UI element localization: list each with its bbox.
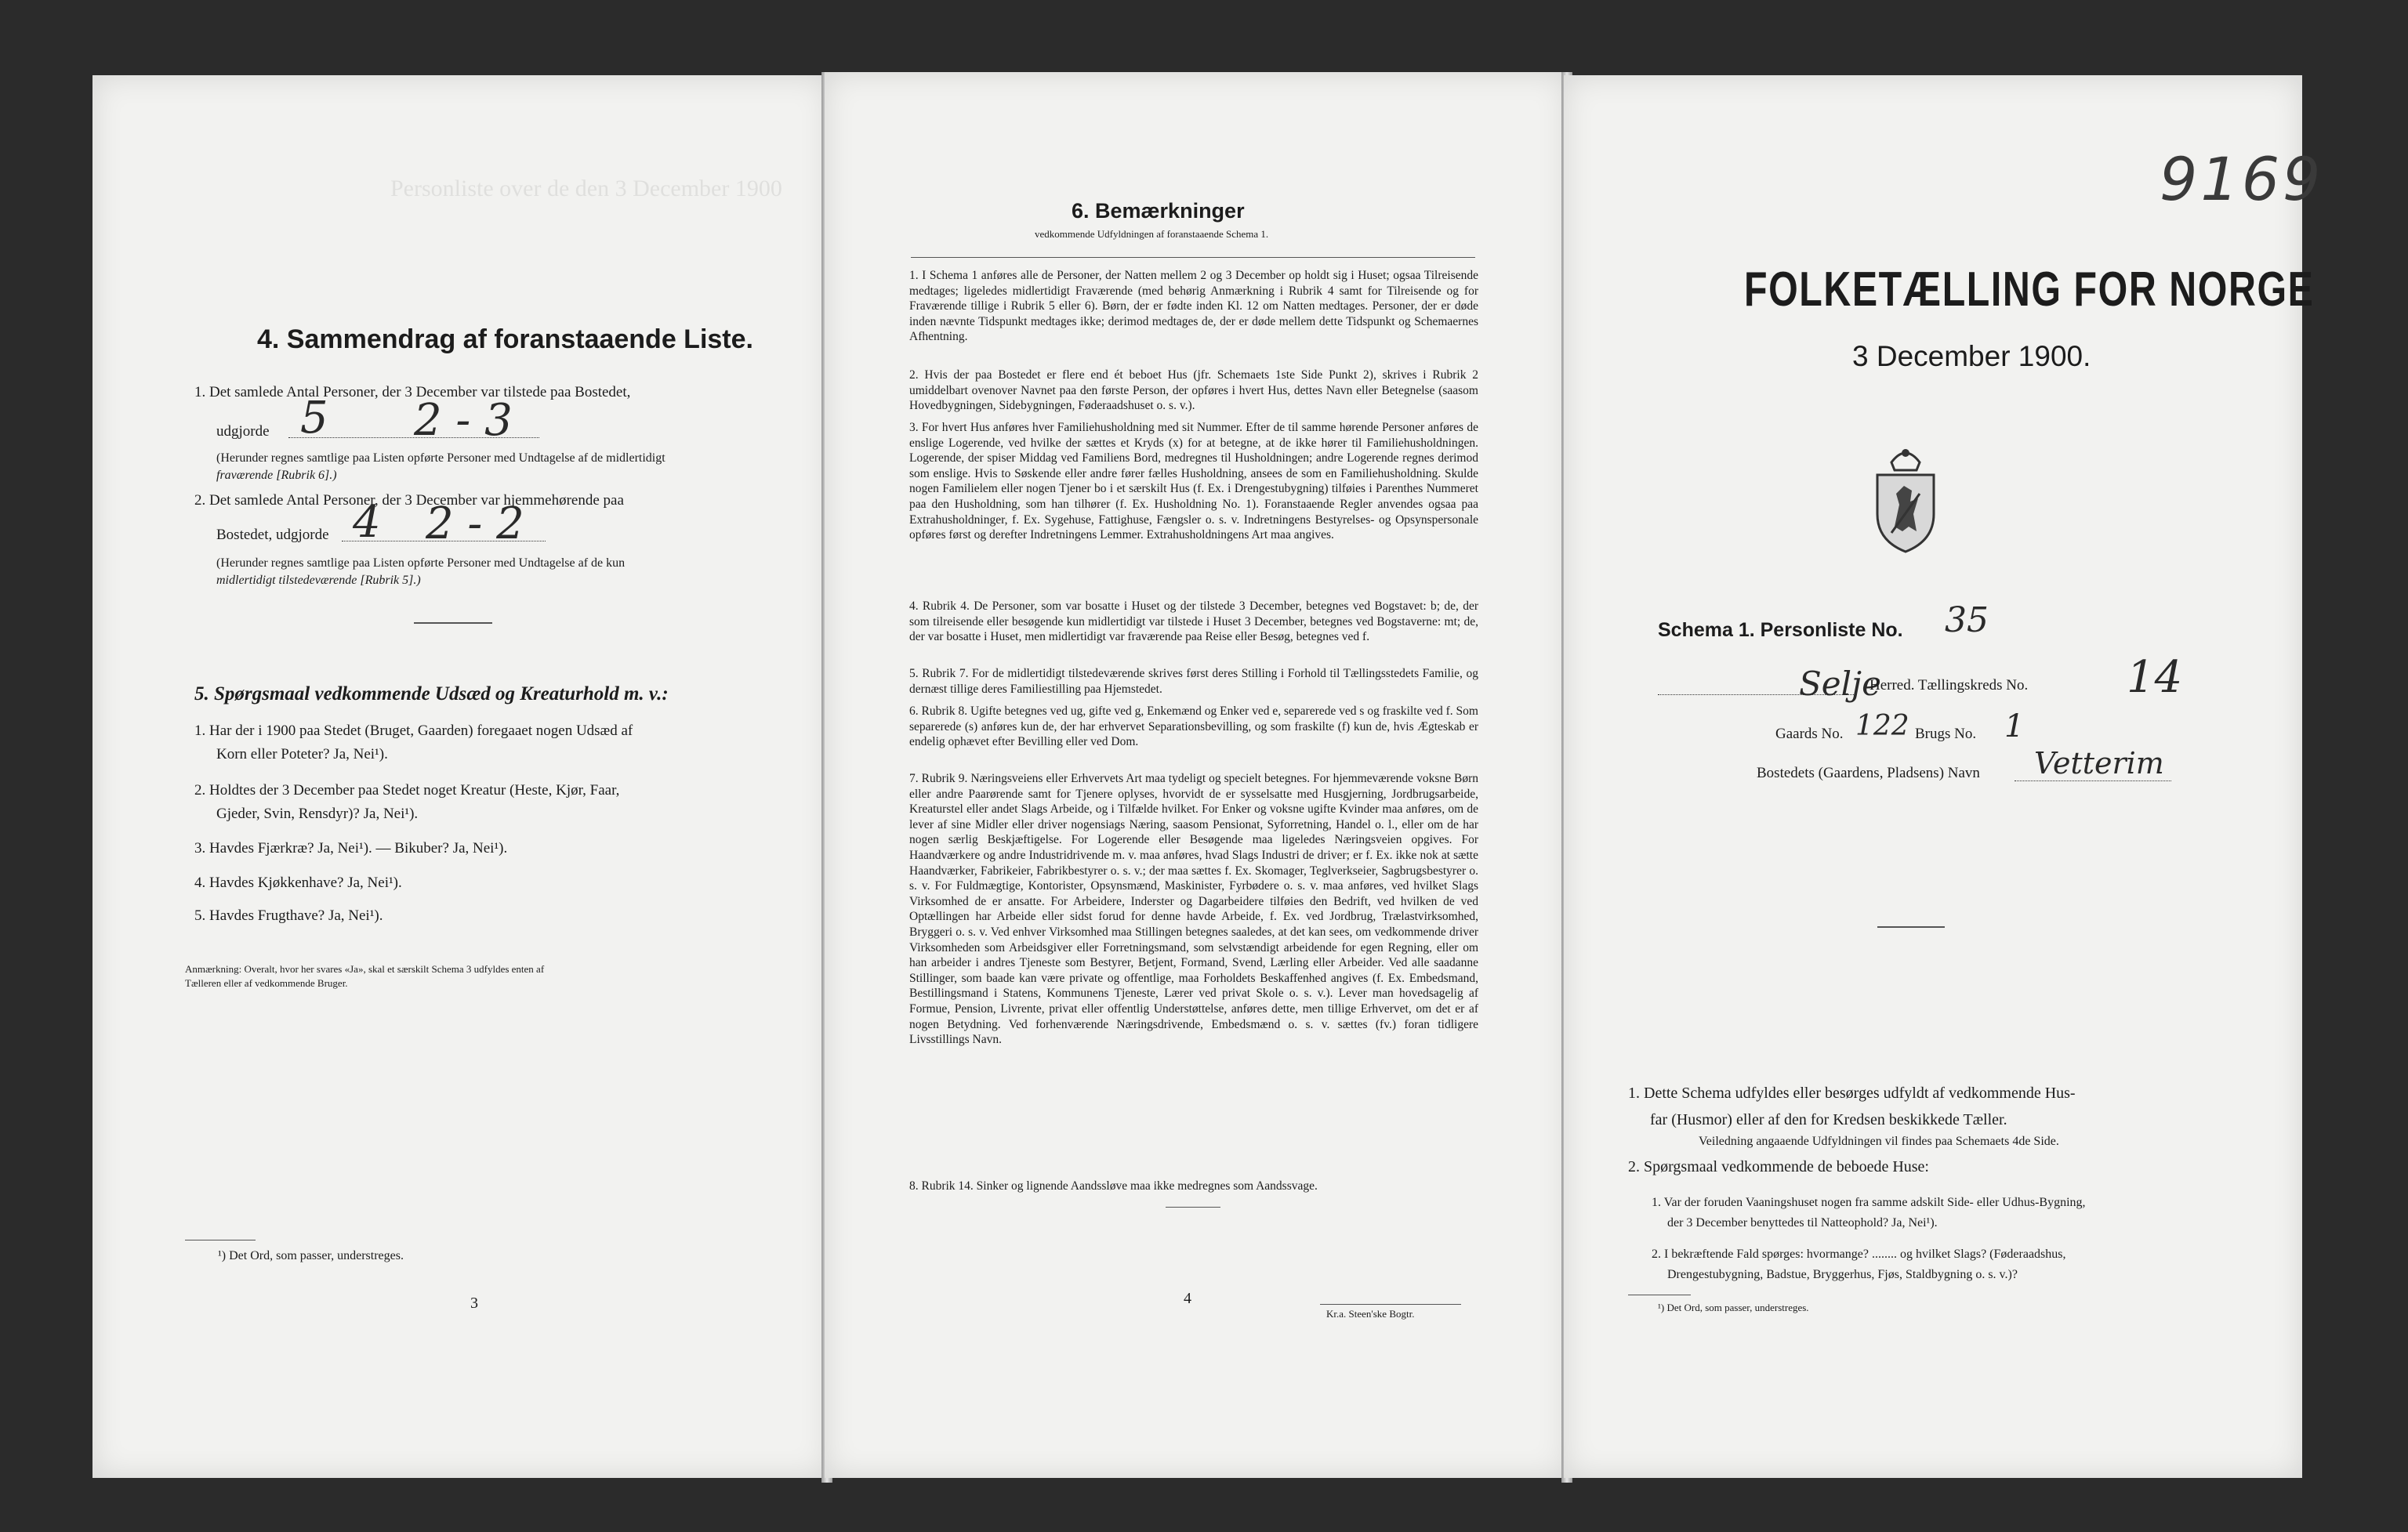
gaards-label: Gaards No. bbox=[1775, 726, 1844, 742]
remark-line1: Anmærkning: Overalt, hvor her svares «Ja», skal et særskilt Schema 3 udfyldes enten af bbox=[185, 963, 545, 975]
section-5-title: 5. Spørgsmaal vedkommende Udsæd og Kreaturhold m. v.: bbox=[194, 683, 669, 704]
question-1-line2: Korn eller Poteter? Ja, Nei¹). bbox=[216, 746, 388, 762]
herred-label: Herred. Tællingskreds No. bbox=[1869, 677, 2029, 694]
header-rule bbox=[911, 257, 1475, 258]
question-2-line1: 2. Holdtes der 3 December paa Stedet noget Kreatur (Heste, Kjør, Faar, bbox=[194, 782, 620, 799]
end-rule bbox=[1166, 1207, 1220, 1208]
brugs-label: Brugs No. bbox=[1915, 726, 1977, 742]
instruction-2: 2. Spørgsmaal vedkommende de beboede Huse: bbox=[1628, 1158, 1929, 1175]
remark-item-6: 6. Rubrik 8. Ugifte betegnes ved ug, gifte ved g, Enkemænd og Enker ved e, separerede ved s og fraskilte ved f. Som separerede (s) anføres kun de, der har erhvervet Separationsbevilling, og som fraskilte (f) kun de, hvis Ægteskab er endelig ophævet efter Bevilling eller ved Dom. bbox=[909, 704, 1478, 749]
question-1-line1: 1. Har der i 1900 paa Stedet (Bruget, Gaarden) foregaaet nogen Udsæd af bbox=[194, 723, 633, 739]
bosted-line bbox=[2015, 780, 2171, 781]
document-title: FOLKETÆLLING FOR NORGE bbox=[1744, 263, 2315, 317]
remark-item-1: 1. I Schema 1 anføres alle de Personer, der Natten mellem 2 og 3 December op holdt sig i Huset; ogsaa Tilreisende medtages; ligeledes midlertidigt Fraværende (med behørig Anmærkning i Rubrik 4 samt for Tilreisende og for Fraværende tillige i Rubrik 5 eller 6). Børn, der er fødte inden Kl. 12 om Natten medtages. Personer, der er døde inden nævnte Tidspunkt medtages ikke; derimod medtages de, der er døde mellem dette Tidspunkt og Schemaernes Afhentning. bbox=[909, 269, 1478, 344]
item1-handwritten-split: 2 - 3 bbox=[414, 395, 513, 446]
bosted-handwritten: Vetterim bbox=[2034, 746, 2164, 780]
remarks-title: 6. Bemærkninger bbox=[1072, 199, 1245, 223]
item2-note-2: midlertidigt tilstedeværende [Rubrik 5].) bbox=[216, 574, 421, 587]
question-2-1-line2: der 3 December benyttedes til Natteophold? Ja, Nei¹). bbox=[1667, 1216, 1938, 1230]
item2-note-1: (Herunder regnes samtlige paa Listen opførte Personer med Undtagelse af de kun bbox=[216, 556, 626, 570]
question-4: 4. Havdes Kjøkkenhave? Ja, Nei¹). bbox=[194, 875, 402, 891]
question-5: 5. Havdes Frugthave? Ja, Nei¹). bbox=[194, 907, 383, 924]
question-2-2-line2: Drengestubygning, Badstue, Bryggerhus, Fjøs, Staldbygning o. s. v.)? bbox=[1667, 1268, 2018, 1281]
bosted-label: Bostedets (Gaardens, Pladsens) Navn bbox=[1757, 765, 1980, 781]
instruction-1-line2: far (Husmor) eller af den for Kredsen beskikkede Tæller. bbox=[1650, 1111, 2007, 1128]
remark-item-3: 3. For hvert Hus anføres hver Familiehusholdning med sit Nummer. Efter de til samme hørende Personer anføres de enslige Logerende, ved hvilke der sættes et Kryds (x) for at betegne, at de ikke hører til Familiehusholdningen. Logerende, der spiser Middag ved Familiens Bord, medregnes til Husholdningen; andre Logerende regnes derimod som enslige. Hvis to Søskende eller andre fører fælles Husholdning, ansees de som en Familiehusholdning. Skulde nogen Familielem eller nogen Tjener bo i et særskilt Hus (f. Ex. i Drengestubygning) tilføies i Parenthes Nummeret paa den Husholdning, som han tilhører (f. Ex. Husholdning No. 1). Foranstaaende Regler anvendes ogsaa paa Extrahusholdninger, f. Ex. Sygehuse, Fattighuse, Fængsler o. s. v. Indretningens Bestyrelses- og Opsynspersonale opføres først og derefter Indretningens Lemmer. Extrahusholdningens Art maa angives. bbox=[909, 421, 1478, 542]
question-2-line2: Gjeder, Svin, Rensdyr)? Ja, Nei¹). bbox=[216, 806, 419, 822]
kreds-number-handwritten: 14 bbox=[2127, 652, 2183, 703]
schema-number-handwritten: 35 bbox=[1945, 600, 1989, 640]
section-4-title: 4. Sammendrag af foranstaaende Liste. bbox=[257, 324, 753, 354]
remarks-subtitle: vedkommende Udfyldningen af foranstaaende Schema 1. bbox=[1035, 228, 1269, 240]
item1-line1: 1. Det samlede Antal Personer, der 3 December var tilstede paa Bostedet, bbox=[194, 384, 631, 400]
footnote: ¹) Det Ord, som passer, understreges. bbox=[218, 1249, 404, 1262]
item2-line1: 2. Det samlede Antal Personer, der 3 December var hjemmehørende paa bbox=[194, 492, 624, 509]
divider bbox=[1877, 926, 1945, 928]
remark-item-2: 2. Hvis der paa Bostedet er flere end ét beboet Hus (jfr. Schemaets 1ste Side Punkt 2), skrives i Rubrik 2 umiddelbart ovenover Navnet paa den første Person, der opføres i hvert Hus, dettes Navn eller Betegnelse (saasom Hovedbygningen, Sidebygningen, Føderaadshuset o. s. v.). bbox=[909, 368, 1478, 413]
item1-note-2: fraværende [Rubrik 6].) bbox=[216, 469, 337, 482]
item1-handwritten-total: 5 bbox=[300, 393, 328, 444]
printer-rule bbox=[1320, 1304, 1461, 1305]
page-number: 3 bbox=[470, 1295, 478, 1312]
page-right bbox=[1564, 75, 2324, 1478]
item1-line2-prefix: udgjorde bbox=[216, 423, 270, 440]
item1-note-1: (Herunder regnes samtlige paa Listen opførte Personer med Undtagelse af de midlertidigt bbox=[216, 451, 665, 465]
remark-item-8: 8. Rubrik 14. Sinker og lignende Aandssløve maa ikke medregnes som Aandssvage. bbox=[909, 1179, 1318, 1193]
footnote: ¹) Det Ord, som passer, understreges. bbox=[1658, 1302, 1809, 1313]
remark-item-4: 4. Rubrik 4. De Personer, som var bosatte i Huset og der tilstede 3 December, betegnes ved Bogstavet: b; de, der som tilreisende eller besøgende kun midlertidigt var tilstede i Huset 3 December, betegnes ved Bogstaverne: mt; de, der var bosatte i Huset, men midlertidigt var fraværende paa Reise eller Besøg, betegnes ved f. bbox=[909, 599, 1478, 644]
remark-line2: Tælleren eller af vedkommende Bruger. bbox=[185, 977, 348, 989]
instruction-1-line1: 1. Dette Schema udfyldes eller besørges udfyldt af vedkommende Hus- bbox=[1628, 1085, 2076, 1102]
question-3: 3. Havdes Fjærkræ? Ja, Nei¹). — Bikuber? Ja, Nei¹). bbox=[194, 840, 508, 857]
archive-number: 9169 bbox=[2160, 144, 2324, 214]
schema-label: Schema 1. Personliste No. bbox=[1658, 619, 1903, 641]
herred-handwritten: Selje bbox=[1799, 665, 1881, 703]
item2-line2-prefix: Bostedet, udgjorde bbox=[216, 527, 329, 543]
bleed-through-text: Personliste over de den 3 December 1900 bbox=[390, 176, 782, 201]
instruction-1-line3: Veiledning angaaende Udfyldningen vil findes paa Schemaets 4de Side. bbox=[1699, 1135, 2059, 1148]
census-date: 3 December 1900. bbox=[1852, 340, 2091, 372]
remark-item-7: 7. Rubrik 9. Næringsveiens eller Erhvervets Art maa tydeligt og specielt betegnes. For hjemmeværende voksne Børn eller andre Paarørende samt for Tjenere oplyses, hvorvidt de er sysselsatte med Husgjerning, Jordbrugsarbeide, Kreaturstel eller andet Slags Arbeide, og i Tilfælde hvilket. For Enker og voksne ugifte Kvinder maa anføres, om de lever af sine Midler eller driver nogensiags Næring, saasom Pensionat, Syforretning, Handel o. l., eller om de har nogen særlig Beskjæftigelse. For Logerende eller Besøgende maa ligeledes Næringsveien opgives. For Haandværkere og andre Industridrivende m. v. maa anføres, hvad Slags Industri de driver; er f. Ex. ikke nok at sætte Haandværker, Fabrikeier, Fabrikbestyrer o. s. v.; der maa sættes f. Ex. Skomager, Teglverkseier, Sagbrugsbestyrer o. s. v. For Fuldmægtige, Kontorister, Opsynsmænd, Maskinister, Fyrbødere o. s. v. maa anføres, ved hvilket Slags Virksomhed de er ansatte. For Arbeidere, Inderster og Dagarbeidere tilføies den Bedrift, ved hvilken de ved Optællingen har Arbeide eller sidst forud for denne havde Arbeide, f. Ex. ved Jordbrug, Trælastvirksomhed, Bryggeri o. s. v. Ved enhver Virksomhed maa Stillingen betegnes saaledes, at det kan sees, om vedkommende driver Virksomheden som Arbeidsgiver eller Forretningsmand, som selvstændigt arbeidende for egen Regning, eller om han arbeider i andres Tjeneste som Bestyrer, Betjent, Formand, Svend, Lærling eller Arbeider. Ved alle saadanne Stillinger, som baade kan være private og offentlige, maa Forholdets Beskaffenhed angives (f. Ex. Embedsmand, Bestillingsmand i Statens, Kommunens Tjeneste, Lærer ved privat Skole o. s. v.). Lever man hovedsagelig af Formue, Pension, Livrente, privat eller offentlig Understøttelse, anføres dette, men tillige Erhvervet, om det er af nogen Betydning. Ved forhenværende Næringsdrivende, Embedsmænd o. s. v. sættes (fv.) foran tidligere Livsstillings Navn. bbox=[909, 772, 1478, 1047]
item2-handwritten-total: 4 bbox=[353, 497, 381, 548]
coat-of-arms-icon bbox=[1868, 439, 1943, 556]
remark-item-5: 5. Rubrik 7. For de midlertidigt tilstedeværende skrives først deres Stilling i Forhold til Tællingsstedets Familie, og dernæst tillige deres Familiestilling paa Hjemstedet. bbox=[909, 667, 1478, 696]
question-2-1-line1: 1. Var der foruden Vaaningshuset nogen fra samme adskilt Side- eller Udhus-Bygning, bbox=[1652, 1196, 2086, 1209]
divider bbox=[414, 622, 492, 624]
page-left bbox=[92, 75, 829, 1478]
page-number: 4 bbox=[1184, 1290, 1191, 1307]
item2-handwritten-split: 2 - 2 bbox=[426, 498, 524, 549]
printer-imprint: Kr.a. Steen'ske Bogtr. bbox=[1326, 1308, 1415, 1320]
question-2-2-line1: 2. I bekræftende Fald spørges: hvormange? ........ og hvilket Slags? (Føderaadshus, bbox=[1652, 1248, 2066, 1261]
brugs-number-handwritten: 1 bbox=[2004, 708, 2025, 744]
gaards-number-handwritten: 122 bbox=[1855, 710, 1909, 742]
page-middle bbox=[825, 72, 1568, 1478]
